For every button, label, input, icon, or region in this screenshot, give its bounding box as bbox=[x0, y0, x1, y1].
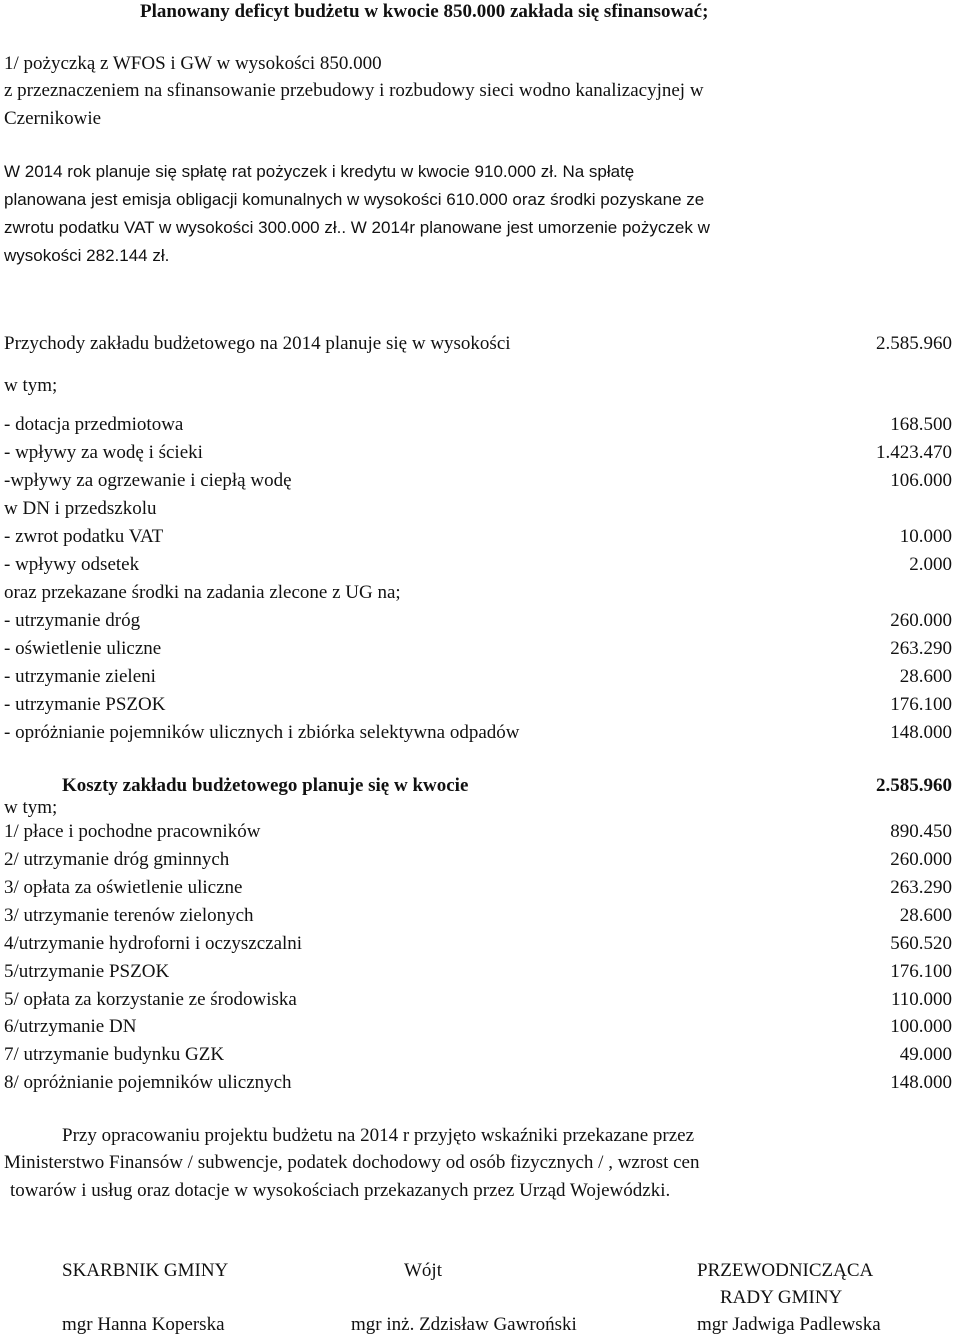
revenue-item-value: 260.000 bbox=[890, 610, 952, 631]
revenue-item-value: 1.423.470 bbox=[876, 442, 952, 463]
revenue-total-row bbox=[4, 332, 952, 356]
cost-item bbox=[4, 904, 952, 928]
revenue-item-label: w DN i przedszkolu bbox=[4, 498, 157, 519]
revenue-item-label: - wpływy odsetek bbox=[4, 554, 140, 575]
revenue-item-value: 176.100 bbox=[890, 694, 952, 715]
cost-item bbox=[4, 932, 952, 956]
cost-item bbox=[4, 1043, 952, 1067]
cost-item-value: 100.000 bbox=[890, 1016, 952, 1037]
cost-item-label: 6/utrzymanie DN bbox=[4, 1016, 137, 1037]
revenue-item-label: - dotacja przedmiotowa bbox=[4, 414, 184, 435]
revenue-item-label: - wpływy za wodę i ścieki bbox=[4, 442, 203, 463]
cost-item bbox=[4, 1015, 952, 1039]
repayment-line-1: W 2014 rok planuje się spłatę rat pożyczek i kredytu w kwocie 910.000 zł. Na spłatę bbox=[4, 162, 635, 181]
cost-item-value: 110.000 bbox=[890, 989, 952, 1010]
loan-line-2: z przeznaczeniem na sfinansowanie przebudowy i rozbudowy sieci wodno kanalizacyjnej w bbox=[4, 80, 704, 101]
revenue-item bbox=[4, 637, 952, 661]
revenue-item bbox=[4, 525, 952, 549]
revenue-item-label: -wpływy za ogrzewanie i ciepłą wodę bbox=[4, 470, 292, 491]
cost-item-label: 4/utrzymanie hydroforni i oczyszczalni bbox=[4, 933, 303, 954]
cost-item-value: 263.290 bbox=[890, 877, 952, 898]
cost-item bbox=[4, 988, 952, 1012]
loan-line-1: 1/ pożyczką z WFOS i GW w wysokości 850.000 bbox=[4, 53, 382, 74]
revenue-item bbox=[4, 553, 952, 577]
revenue-item-value: 2.000 bbox=[909, 554, 952, 575]
cost-item-label: 7/ utrzymanie budynku GZK bbox=[4, 1044, 225, 1065]
cost-item-value: 28.600 bbox=[899, 905, 952, 926]
cost-item bbox=[4, 1071, 952, 1095]
cost-item bbox=[4, 960, 952, 984]
revenue-item-value: 263.290 bbox=[890, 638, 952, 659]
revenue-wtym: w tym; bbox=[4, 375, 58, 396]
revenue-item-label: - zwrot podatku VAT bbox=[4, 526, 164, 547]
revenue-item-label: - utrzymanie zieleni bbox=[4, 666, 156, 687]
revenue-item-value: 28.600 bbox=[899, 666, 952, 687]
repayment-line-2: planowana jest emisja obligacji komunalnych w wysokości 610.000 oraz środki pozyskane ze bbox=[4, 190, 705, 209]
cost-item-label: 5/utrzymanie PSZOK bbox=[4, 961, 170, 982]
revenue-item bbox=[4, 581, 952, 605]
cost-item-value: 260.000 bbox=[890, 849, 952, 870]
chair-title-line-2: RADY GMINY bbox=[720, 1287, 843, 1308]
cost-item-value: 49.000 bbox=[899, 1044, 952, 1065]
revenue-item bbox=[4, 665, 952, 689]
revenue-item-value: 148.000 bbox=[890, 722, 952, 743]
revenue-item-label: oraz przekazane środki na zadania zlecone z UG na; bbox=[4, 582, 401, 603]
revenue-item bbox=[4, 497, 952, 521]
cost-item-value: 176.100 bbox=[890, 961, 952, 982]
cost-item bbox=[4, 876, 952, 900]
cost-item-label: 3/ opłata za oświetlenie uliczne bbox=[4, 877, 243, 898]
chair-title-line-1: PRZEWODNICZĄCA bbox=[697, 1260, 874, 1281]
chair-name: mgr Jadwiga Padlewska bbox=[697, 1314, 881, 1335]
revenue-item-label: - utrzymanie dróg bbox=[4, 610, 141, 631]
costs-total-value: 2.585.960 bbox=[876, 775, 952, 796]
costs-total-row bbox=[4, 774, 952, 798]
mayor-name: mgr inż. Zdzisław Gawroński bbox=[351, 1314, 577, 1335]
revenue-item-value: 106.000 bbox=[890, 470, 952, 491]
revenue-item-value: 10.000 bbox=[899, 526, 952, 547]
revenue-item-value: 168.500 bbox=[890, 414, 952, 435]
cost-item-value: 148.000 bbox=[890, 1072, 952, 1093]
cost-item-label: 1/ płace i pochodne pracowników bbox=[4, 821, 261, 842]
cost-item-value: 560.520 bbox=[890, 933, 952, 954]
revenue-item bbox=[4, 441, 952, 465]
cost-item bbox=[4, 820, 952, 844]
revenue-total-value: 2.585.960 bbox=[876, 333, 952, 354]
revenue-total-label: Przychody zakładu budżetowego na 2014 planuje się w wysokości bbox=[4, 333, 511, 354]
cost-item-label: 2/ utrzymanie dróg gminnych bbox=[4, 849, 230, 870]
costs-wtym: w tym; bbox=[4, 797, 58, 818]
deficit-heading: Planowany deficyt budżetu w kwocie 850.000 zakłada się sfinansować; bbox=[140, 1, 709, 22]
repayment-line-4: wysokości 282.144 zł. bbox=[4, 246, 170, 265]
revenue-item bbox=[4, 609, 952, 633]
mayor-title: Wójt bbox=[404, 1260, 442, 1281]
treasurer-title: SKARBNIK GMINY bbox=[62, 1260, 229, 1281]
closing-line-2: Ministerstwo Finansów / subwencje, podatek dochodowy od osób fizycznych / , wzrost cen bbox=[4, 1152, 700, 1173]
costs-total-label: Koszty zakładu budżetowego planuje się w kwocie bbox=[62, 775, 469, 796]
treasurer-name: mgr Hanna Koperska bbox=[62, 1314, 225, 1335]
cost-item-label: 3/ utrzymanie terenów zielonych bbox=[4, 905, 254, 926]
cost-item-label: 8/ opróżnianie pojemników ulicznych bbox=[4, 1072, 292, 1093]
closing-line-1: Przy opracowaniu projektu budżetu na 2014 r przyjęto wskaźniki przekazane przez bbox=[62, 1125, 695, 1146]
revenue-item bbox=[4, 469, 952, 493]
cost-item bbox=[4, 848, 952, 872]
revenue-item bbox=[4, 413, 952, 437]
closing-line-3: towarów i usług oraz dotacje w wysokościach przekazanych przez Urząd Wojewódzki. bbox=[10, 1180, 671, 1201]
revenue-item bbox=[4, 693, 952, 717]
loan-line-3: Czernikowie bbox=[4, 108, 102, 129]
revenue-item-label: - opróżnianie pojemników ulicznych i zbiórka selektywna odpadów bbox=[4, 722, 520, 743]
cost-item-label: 5/ opłata za korzystanie ze środowiska bbox=[4, 989, 297, 1010]
repayment-line-3: zwrotu podatku VAT w wysokości 300.000 zł.. W 2014r planowane jest umorzenie pożyczek w bbox=[4, 218, 710, 237]
cost-item-value: 890.450 bbox=[890, 821, 952, 842]
revenue-item-label: - utrzymanie PSZOK bbox=[4, 694, 166, 715]
revenue-item-label: - oświetlenie uliczne bbox=[4, 638, 162, 659]
revenue-item bbox=[4, 721, 952, 745]
